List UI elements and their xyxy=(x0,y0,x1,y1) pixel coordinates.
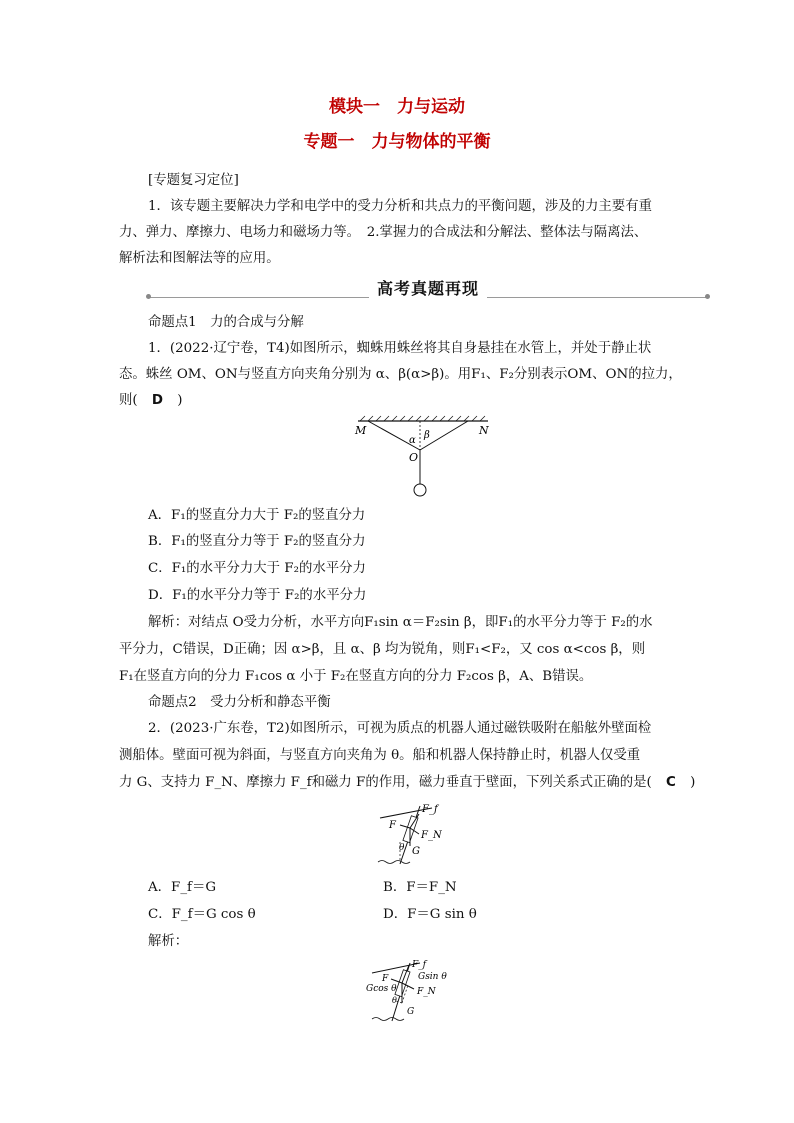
robot-analysis-figure xyxy=(362,955,462,1027)
q2-answer: C xyxy=(666,775,676,790)
q1-option: A．F₁的竖直分力大于 F₂的竖直分力 xyxy=(148,508,366,523)
positioning-label: [专题复习定位] xyxy=(148,173,239,188)
label-beta: β xyxy=(424,430,430,441)
q1-option: D．F₁的水平分力等于 F₂的水平分力 xyxy=(148,588,367,603)
q1-stem-end xyxy=(119,392,183,410)
label-m: M xyxy=(355,424,367,437)
label-alpha: α xyxy=(409,435,416,446)
section-title: 高考真题再现 xyxy=(369,279,487,298)
q2-stem-close: ) xyxy=(690,775,696,790)
q2-stem-end xyxy=(119,774,695,792)
module-title: 模块一 力与运动 xyxy=(329,97,465,117)
q2-option: D．F＝G sin θ xyxy=(383,907,477,922)
q2-stem-line: 测船体。壁面可视为斜面，与竖直方向夹角为 θ。船和机器人保持静止时，机器人仅受重 xyxy=(119,748,641,763)
q2-option: B．F＝F_N xyxy=(383,880,457,895)
label-ff: F_f xyxy=(422,804,438,815)
q2-stem-line: 2．(2023·广东卷，T2)如图所示，可视为质点的机器人通过磁铁吸附在船舷外壁面检 xyxy=(148,721,652,736)
label-ff: F_f xyxy=(412,960,427,970)
q1-stem-end-text: 则( xyxy=(119,393,138,408)
q1-stem-line: 1．(2022·辽宁卷，T4)如图所示，蜘蛛用蛛丝将其自身悬挂在水管上，并处于静止状 xyxy=(148,341,652,356)
q2-analysis-label: 解析： xyxy=(148,934,189,949)
positioning-line: 解析法和图解法等的应用。 xyxy=(119,251,280,266)
q1-stem-close: ) xyxy=(177,393,183,408)
label-g: G xyxy=(412,846,420,857)
q1-option: C．F₁的水平分力大于 F₂的水平分力 xyxy=(148,561,366,576)
label-n: N xyxy=(479,424,489,437)
q1-analysis-line: 平分力，C错误，D正确；因 α>β，且 α、β 均为锐角，则F₁<F₂，又 cos α<cos β，则 xyxy=(119,642,646,657)
q2-point: 命题点2 受力分析和静态平衡 xyxy=(148,695,331,710)
robot-figure xyxy=(372,800,456,870)
label-theta: θ xyxy=(392,996,397,1005)
label-fn: F_N xyxy=(417,987,436,997)
q1-analysis-line: 解析：对结点 O受力分析，水平方向F₁sin α＝F₂sin β，即F₁的水平分力等于 F₂的水 xyxy=(148,615,653,630)
q1-option: B．F₁的竖直分力等于 F₂的竖直分力 xyxy=(148,534,366,549)
topic-title: 专题一 力与物体的平衡 xyxy=(303,132,491,152)
label-g: G xyxy=(407,1007,415,1017)
q1-analysis-line: F₁在竖直方向的分力 F₁cos α 小于 F₂在竖直方向的分力 F₂cos β，A、B错误。 xyxy=(119,669,593,684)
label-gcos: Gcos θ xyxy=(366,984,397,994)
q2-option: A．F_f＝G xyxy=(148,880,217,895)
label-gsin: Gsin θ xyxy=(418,972,447,982)
spider-figure xyxy=(348,414,496,500)
label-fn: F_N xyxy=(421,830,442,841)
label-f: F xyxy=(389,820,396,831)
q1-stem-line: 态。蛛丝 OM、ON与竖直方向夹角分别为 α、β(α>β)。用F₁、F₂分别表示OM、ON的拉力， xyxy=(119,367,682,382)
q2-option: C．F_f＝G cos θ xyxy=(148,907,256,922)
positioning-line: 力、弹力、摩擦力、电场力和磁场力等。 2.掌握力的合成法和分解法、整体法与隔离法、 xyxy=(119,225,648,240)
q2-stem-end-text: 力 G、支持力 F_N、摩擦力 F_f和磁力 F的作用，磁力垂直于壁面，下列关系式正确的是( xyxy=(119,775,652,790)
section-header xyxy=(148,276,708,302)
label-o: O xyxy=(409,451,419,464)
positioning-line: 1．该专题主要解决力学和电学中的受力分析和共点力的平衡问题，涉及的力主要有重 xyxy=(148,199,652,214)
q1-point: 命题点1 力的合成与分解 xyxy=(148,315,304,330)
label-theta: θ xyxy=(399,843,405,853)
q1-answer: D xyxy=(151,393,164,408)
label-f: F xyxy=(382,974,389,984)
